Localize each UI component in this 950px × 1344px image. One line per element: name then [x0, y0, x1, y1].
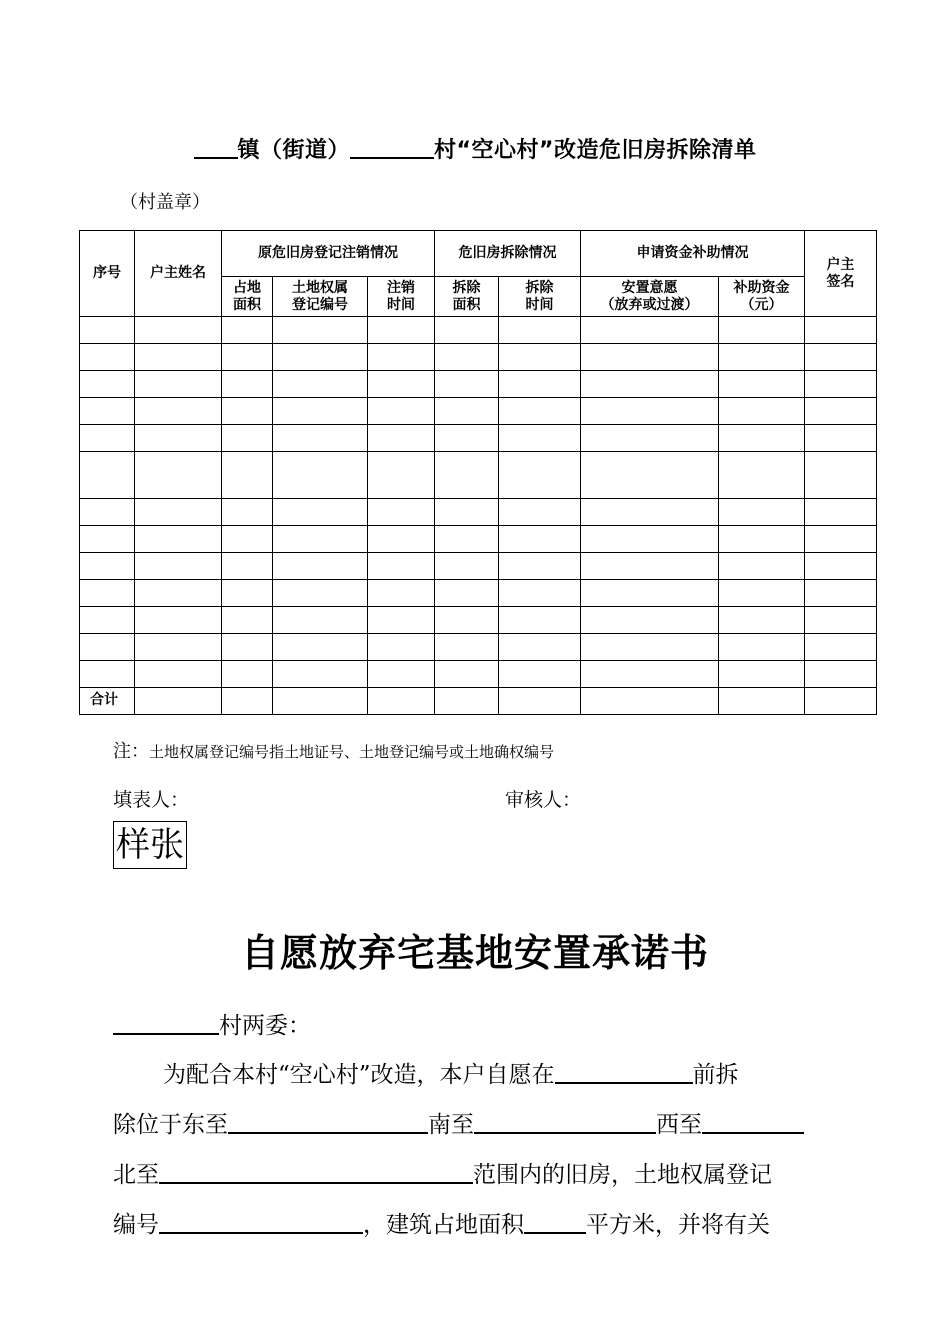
table-cell[interactable]: [581, 425, 719, 452]
table-cell[interactable]: [581, 579, 719, 606]
table-cell[interactable]: [273, 371, 368, 398]
table-cell[interactable]: [80, 660, 135, 687]
table-row: [80, 425, 877, 452]
table-cell[interactable]: [719, 498, 805, 525]
table-row: [80, 606, 877, 633]
table-cell[interactable]: [368, 398, 435, 425]
table-cell[interactable]: [135, 317, 222, 344]
table-cell[interactable]: [80, 579, 135, 606]
table-cell[interactable]: [273, 425, 368, 452]
table-cell[interactable]: [273, 606, 368, 633]
table-cell[interactable]: [135, 398, 222, 425]
header-demolition: 危旧房拆除情况: [435, 231, 581, 277]
table-row: [80, 317, 877, 344]
table-cell[interactable]: [222, 317, 273, 344]
table-cell[interactable]: [499, 633, 581, 660]
table-cell[interactable]: [499, 552, 581, 579]
pledge-salutation: 村两委：: [113, 1007, 311, 1040]
table-cell[interactable]: [719, 660, 805, 687]
table-cell[interactable]: [435, 425, 499, 452]
table-cell[interactable]: [273, 687, 368, 714]
table-cell[interactable]: [805, 344, 877, 371]
table-cell[interactable]: [135, 552, 222, 579]
sample-stamp: 样张: [113, 821, 187, 869]
table-cell[interactable]: [581, 371, 719, 398]
table-body: [80, 317, 877, 688]
filler-label: 填表人：: [113, 789, 190, 811]
table-cell[interactable]: [368, 452, 435, 498]
table-cell[interactable]: [80, 525, 135, 552]
table-cell[interactable]: [805, 498, 877, 525]
table-row: [80, 498, 877, 525]
table-cell[interactable]: [135, 606, 222, 633]
table-cell[interactable]: [719, 371, 805, 398]
table-cell[interactable]: [80, 398, 135, 425]
table-cell[interactable]: [368, 633, 435, 660]
footnote: 注：土地权属登记编号指土地证号、土地登记编号或土地确权编号: [113, 741, 555, 762]
table-row: [80, 398, 877, 425]
table-cell[interactable]: [581, 606, 719, 633]
table-cell[interactable]: [135, 452, 222, 498]
village-blank[interactable]: [350, 137, 434, 159]
table-cell[interactable]: [222, 371, 273, 398]
table-cell[interactable]: [581, 452, 719, 498]
header-demo-time: 拆除 时间: [499, 277, 581, 317]
header-signature: 户主 签名: [805, 231, 877, 317]
table-cell[interactable]: [435, 606, 499, 633]
west-blank[interactable]: [702, 1108, 804, 1134]
table-cell[interactable]: [135, 633, 222, 660]
table-cell[interactable]: [805, 398, 877, 425]
table-cell[interactable]: [499, 398, 581, 425]
table-cell[interactable]: [719, 398, 805, 425]
table-cell[interactable]: [499, 371, 581, 398]
land-no-blank[interactable]: [159, 1208, 363, 1234]
table-cell[interactable]: [581, 687, 719, 714]
table-cell[interactable]: [273, 525, 368, 552]
table-row: [80, 525, 877, 552]
table-cell[interactable]: [80, 452, 135, 498]
table-cell[interactable]: [719, 579, 805, 606]
table-cell[interactable]: [135, 371, 222, 398]
table-cell[interactable]: [719, 452, 805, 498]
table-cell[interactable]: [135, 425, 222, 452]
header-amount: 补助资金 （元）: [719, 277, 805, 317]
seal-label: （村盖章）: [120, 192, 210, 213]
table-cell[interactable]: [368, 425, 435, 452]
header-land-area: 占地 面积: [222, 277, 273, 317]
table-cell[interactable]: [499, 498, 581, 525]
table-cell[interactable]: [368, 552, 435, 579]
town-blank[interactable]: [194, 137, 238, 159]
pledge-line-3: 北至 范围内的旧房，土地权属登记: [113, 1156, 772, 1189]
table-cell[interactable]: [273, 498, 368, 525]
pledge-line-4: 编号 ，建筑占地面积 平方米，并将有关: [113, 1206, 770, 1239]
table-cell[interactable]: [273, 552, 368, 579]
table-cell[interactable]: [80, 498, 135, 525]
table-cell[interactable]: [805, 660, 877, 687]
table-cell[interactable]: [805, 552, 877, 579]
south-blank[interactable]: [474, 1108, 656, 1134]
table-cell[interactable]: [222, 344, 273, 371]
table-cell[interactable]: [499, 660, 581, 687]
table-cell[interactable]: [719, 633, 805, 660]
table-cell[interactable]: [805, 371, 877, 398]
table-cell[interactable]: [368, 344, 435, 371]
table-cell[interactable]: [222, 452, 273, 498]
table-cell[interactable]: [135, 525, 222, 552]
table-cell[interactable]: [435, 344, 499, 371]
table-cell[interactable]: [435, 687, 499, 714]
table-cell[interactable]: [222, 525, 273, 552]
table-cell[interactable]: [435, 317, 499, 344]
pledge-title: 自愿放弃宅基地安置承诺书: [240, 931, 709, 975]
table-cell[interactable]: [581, 633, 719, 660]
table-cell[interactable]: [135, 579, 222, 606]
table-cell[interactable]: [222, 687, 273, 714]
table-cell[interactable]: [80, 606, 135, 633]
table-cell[interactable]: [222, 579, 273, 606]
table-row: [80, 660, 877, 687]
table-cell[interactable]: [435, 498, 499, 525]
table-cell[interactable]: [80, 317, 135, 344]
table-cell[interactable]: [135, 344, 222, 371]
table-cell[interactable]: [80, 552, 135, 579]
header-owner: 户主姓名: [135, 231, 222, 317]
table-cell[interactable]: [80, 633, 135, 660]
table-cell[interactable]: [805, 452, 877, 498]
table-cell[interactable]: [499, 344, 581, 371]
table-cell[interactable]: [435, 660, 499, 687]
table-cell[interactable]: [499, 425, 581, 452]
north-blank[interactable]: [159, 1158, 473, 1184]
demolition-table: [79, 230, 877, 715]
table-cell[interactable]: [499, 452, 581, 498]
table-cell[interactable]: [499, 525, 581, 552]
table-cell[interactable]: [222, 660, 273, 687]
table-cell[interactable]: [368, 498, 435, 525]
table-cell[interactable]: [581, 660, 719, 687]
table-cell[interactable]: [368, 660, 435, 687]
table-cell[interactable]: [222, 425, 273, 452]
table-cell[interactable]: [368, 579, 435, 606]
pledge-line-1: 为配合本村“空心村”改造，本户自愿在 前拆: [163, 1056, 739, 1089]
table-cell[interactable]: [719, 425, 805, 452]
pledge-line-2: 除位于东至 南至 西至: [113, 1106, 804, 1139]
table-cell[interactable]: [499, 579, 581, 606]
header-land-no: 土地权属 登记编号: [273, 277, 368, 317]
table-row: [80, 633, 877, 660]
date-blank[interactable]: [555, 1058, 693, 1084]
table-cell[interactable]: [581, 498, 719, 525]
table-cell[interactable]: [222, 498, 273, 525]
list-title: 镇（街道） 村“空心村”改造危旧房拆除清单: [0, 133, 950, 164]
table-cell[interactable]: [222, 552, 273, 579]
table-cell[interactable]: [805, 425, 877, 452]
table-cell[interactable]: [719, 317, 805, 344]
table-cell[interactable]: [719, 552, 805, 579]
table-cell[interactable]: [435, 633, 499, 660]
reviewer-label: 审核人：: [505, 789, 582, 811]
table-row: [80, 371, 877, 398]
table-cell[interactable]: [805, 579, 877, 606]
table-cell[interactable]: [273, 344, 368, 371]
table-cell[interactable]: [719, 344, 805, 371]
total-label: 合计: [80, 687, 135, 714]
village-name-blank[interactable]: [113, 1009, 219, 1035]
table-row: [80, 344, 877, 371]
table-cell[interactable]: [368, 371, 435, 398]
table-cell[interactable]: [435, 371, 499, 398]
east-blank[interactable]: [228, 1108, 428, 1134]
table-cell[interactable]: [499, 687, 581, 714]
table-cell[interactable]: [499, 606, 581, 633]
table-cell[interactable]: [805, 687, 877, 714]
table-cell[interactable]: [581, 552, 719, 579]
table-cell[interactable]: [581, 344, 719, 371]
table-cell[interactable]: [435, 579, 499, 606]
table-cell[interactable]: [222, 606, 273, 633]
table-cell[interactable]: [499, 317, 581, 344]
table-cell[interactable]: [435, 452, 499, 498]
header-seq: 序号: [80, 231, 135, 317]
table-cell[interactable]: [273, 579, 368, 606]
table-cell[interactable]: [368, 687, 435, 714]
area-blank[interactable]: [524, 1208, 586, 1234]
table-cell[interactable]: [222, 633, 273, 660]
header-resettle: 安置意愿 （放弃或过渡）: [581, 277, 719, 317]
table-row: [80, 452, 877, 498]
table-cell[interactable]: [368, 606, 435, 633]
table-cell[interactable]: [368, 317, 435, 344]
table-cell[interactable]: [273, 398, 368, 425]
table-cell[interactable]: [581, 398, 719, 425]
header-demo-area: 拆除 面积: [435, 277, 499, 317]
table-cell[interactable]: [719, 687, 805, 714]
table-cell[interactable]: [368, 525, 435, 552]
table-cell[interactable]: [805, 317, 877, 344]
total-row: [80, 687, 877, 714]
table-cell[interactable]: [80, 344, 135, 371]
table-cell[interactable]: [273, 660, 368, 687]
table-cell[interactable]: [80, 425, 135, 452]
table-cell[interactable]: [805, 525, 877, 552]
table-cell[interactable]: [273, 317, 368, 344]
table-cell[interactable]: [719, 525, 805, 552]
table-cell[interactable]: [222, 398, 273, 425]
table-cell[interactable]: [581, 525, 719, 552]
table-cell[interactable]: [435, 525, 499, 552]
table-row: [80, 579, 877, 606]
table-cell[interactable]: [80, 371, 135, 398]
table-cell[interactable]: [435, 552, 499, 579]
table-cell[interactable]: [805, 633, 877, 660]
table-cell[interactable]: [435, 398, 499, 425]
table-cell[interactable]: [273, 452, 368, 498]
header-cancel-time: 注销 时间: [368, 277, 435, 317]
table-cell[interactable]: [719, 606, 805, 633]
table-cell[interactable]: [135, 498, 222, 525]
table-row: [80, 552, 877, 579]
table-cell[interactable]: [273, 633, 368, 660]
header-registration: 原危旧房登记注销情况: [222, 231, 435, 277]
header-subsidy: 申请资金补助情况: [581, 231, 805, 277]
table-cell[interactable]: [135, 660, 222, 687]
table-cell[interactable]: [135, 687, 222, 714]
table-cell[interactable]: [805, 606, 877, 633]
table-cell[interactable]: [581, 317, 719, 344]
